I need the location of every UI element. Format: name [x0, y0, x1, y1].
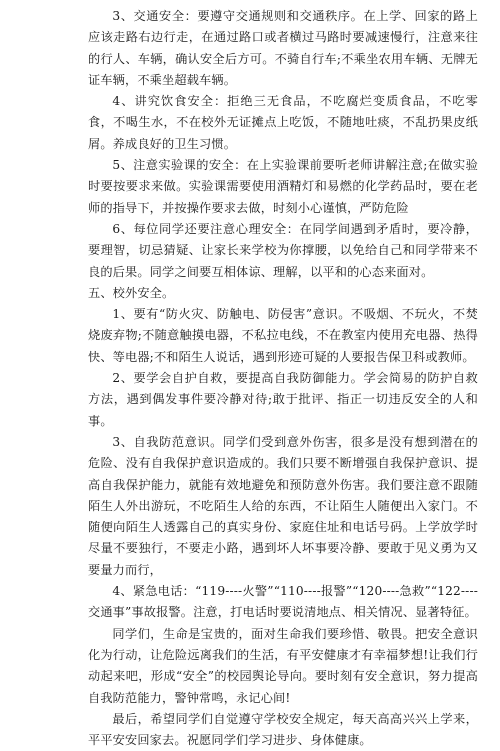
paragraph-food-safety: 4、讲究饮食安全：拒绝三无食品，不吃腐烂变质食品，不吃零食，不喝生水，不在校外无证摊点上吃饭，不随地吐痰，不乱扔果皮纸屑。养成良好的卫生习惯。: [88, 94, 478, 151]
paragraph-emergency-numbers: 4、紧急电话：“119----火警”“110----报警”“120----急救”“122----交通事”事故报警。注意，打电话时要说清地点、相关情况、显著特征。: [88, 584, 478, 620]
paragraph-self-protection: 3、自我防范意识。同学们受到意外伤害，很多是没有想到潜在的危险、没有自我保护意识造成的。我们只要不断增强自我保护意识、提高自我保护能力，就能有效地避免和预防意外伤害。我们要注意不跟随陌生人外出游玩，不吃陌生人给的东西，不让陌生人随便出入家门。不随便向陌生人透露自己的真实身份、家庭住址和电话号码。上学放学时尽量不要独行，不要走小路，遇到坏人坏事要冷静、要敢于见义勇为又要量力而行，: [88, 434, 478, 577]
paragraph-mental-safety: 6、每位同学还要注意心理安全：在同学间遇到矛盾时，要冷静，要理智，切忌猜疑、让家长来学校为你撑腰，以免给自己和同学带来不良的后果。同学之间要互相体谅、理解，以平和的心态来面对。: [88, 221, 478, 279]
paragraph-traffic-safety: 3、交通安全：要遵守交通规则和交通秩序。在上学、回家的路上应该走路右边行走，在通过路口或者横过马路时要减速慢行，注意来往的行人、车辆，确认安全后方可。不骑自行车;不乘坐农用车辆、无牌无证车辆，不乘坐超载车辆。: [88, 9, 478, 87]
section-heading-off-campus: 五、校外安全。: [88, 285, 175, 300]
paragraph-fire-electric-safety: 1、要有“防火灾、防触电、防侵害”意识。不吸烟、不玩火，不焚烧废弃物;不随意触摸电器，不私拉电线，不在教室内使用充电器、热得快、等电器;不和陌生人说话，遇到形迹可疑的人要报告保卫科或教师。: [88, 307, 478, 364]
paragraph-closing: 最后，希望同学们自觉遵守学校安全规定，每天高高兴兴上学来，平平安安回家去。祝愿同学们学习进步、身体健康。: [88, 711, 478, 748]
paragraph-self-rescue: 2、要学会自护自救，要提高自我防御能力。学会简易的防护自救方法，遇到偶发事件要冷静对待;敢于批评、指正一切违反安全的人和事。: [88, 371, 478, 428]
paragraph-appeal: 同学们，生命是宝贵的，面对生命我们要珍惜、敬畏。把安全意识化为行动，让危险远离我们的生活，有平安健康才有幸福梦想!让我们行动起来吧，形成“安全”的校园舆论导向。要时刻有安全意识，努力提高自我防范能力，警钟常鸣，永记心间!: [88, 626, 478, 705]
paragraph-lab-safety: 5、注意实验课的安全：在上实验课前要听老师讲解注意;在做实验时要按要求来做。实验课需要使用酒精灯和易燃的化学药品时，要在老师的指导下，并按操作要求去做，时刻小心谨慎，严防危险: [88, 158, 478, 215]
